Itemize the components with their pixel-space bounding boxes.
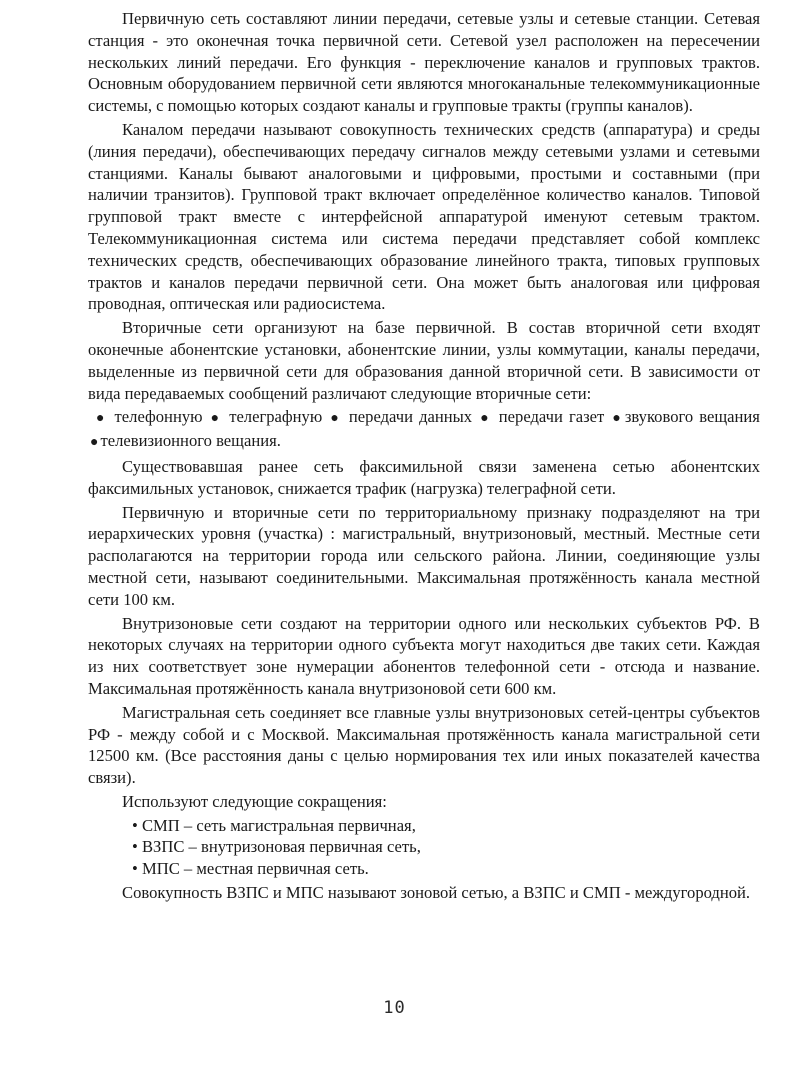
list-item: телевизионного вещания. [100,431,281,451]
abbreviation-mps: МПС – местная первичная сеть. [141,859,369,879]
bullet-icon: ● [90,435,99,451]
paragraph-fax-network: Существовавшая ранее сеть факсимильной связи заменена сетью абонентских факсимильных установок, снижается трафик (нагрузка) телеграфной сети. [88,456,760,498]
page-number: 10 [383,998,406,1018]
abbreviation-vzps: ВЗПС – внутризоновая первичная сеть, [141,837,421,857]
abbreviations-intro: Используют следующие сокращения: [122,791,387,811]
bullet-icon: • [132,837,138,857]
list-item [88,858,760,880]
paragraph-secondary-networks: Вторичные сети организуют на базе первичной. В состав вторичной сети входят оконечные абонентские установки, абонентские линии, узлы коммутации, каналы передачи, выделенные из первичной сети для образования данной вторичной сети. В зависимости от вида передаваемых сообщений различают следующие вторичные сети: [88,318,760,403]
paragraph-zonal-network: Совокупность ВЗПС и МПС называют зоновой сетью, а ВЗПС и СМП - междугородной. [122,883,751,903]
bullet-icon: ● [210,411,222,427]
bullet-icon: • [132,859,138,879]
bullet-icon: ● [330,411,341,427]
abbreviations-list [88,815,760,880]
paragraph-transmission-channel: Каналом передачи называют совокупность технических средств (аппаратура) и среды (линия передачи), обеспечивающих передачу сигналов между сетевыми узлами и сетевыми станциями. Каналы бывают аналоговыми и цифровыми, простыми и составными (при наличии транзитов). Групповой тракт включает определённое количество каналов. Типовой групповой тракт вместе с интерфейсной аппаратурой именуют сетевым трактом. Телекоммуникационная система или система передачи представляет собой комплекс технических средств, обеспечивающих образование линейного тракта, типовых групповых трактов и каналов передачи первичной сети. Она может быть аналоговая или цифровая проводная, оптическая или радиосистема. [88,119,760,314]
list-item: телеграфную [229,407,323,427]
list-item [88,836,760,858]
document-page [88,8,760,906]
bullet-icon: ● [96,411,107,427]
paragraph-primary-network: Первичную сеть составляют линии передачи, сетевые узлы и сетевые станции. Сетевая станция - это оконечная точка первичной сети. Сетевой узел расположен на пересечении нескольких линий передачи. Его функция - переключение каналов и групповых трактов. Основным оборудованием первичной сети являются многоканальные телекоммуникационные системы, с помощью которых создают каналы и групповые тракты (группы каналов). [88,9,760,116]
paragraph-backbone: Магистральная сеть соединяет все главные узлы внутризоновых сетей-центры субъектов РФ - между собой и с Москвой. Максимальная протяжённость канала магистральной сети 12500 км. (Все расстояния даны с целью нормирования тех или иных показателей качества связи). [88,702,760,788]
list-item [88,815,760,837]
secondary-networks-list [88,406,760,454]
bullet-icon: • [132,815,138,835]
list-item: передачи газет [498,407,605,427]
bullet-icon: ● [480,411,491,427]
abbreviation-smp: СМП – сеть магистральная первичная, [141,815,416,835]
bullet-icon: ● [612,411,623,427]
list-item: звукового вещания [624,407,760,427]
list-item: телефонную [114,407,203,427]
paragraph-hierarchy: Первичную и вторичные сети по территориальному признаку подразделяют на три иерархических уровня (участка) : магистральный, внутризоновый, местный. Местные сети располагаются на территории города или сельского района. Линии, соединяющие узлы местной сети, называют соединительными. Максимальная протяжённость канала местной сети 100 км. [88,502,760,609]
list-item: передачи данных [348,407,473,427]
paragraph-intrazonal: Внутризоновые сети создают на территории одного или нескольких субъектов РФ. В некоторых случаях на территории одного субъекта могут находиться две таких сети. Каждая из них соответствует зоне нумерации абонентов телефонной сети - отсюда и название. Максимальная протяжённость канала внутризоновой сети 600 км. [88,613,760,698]
